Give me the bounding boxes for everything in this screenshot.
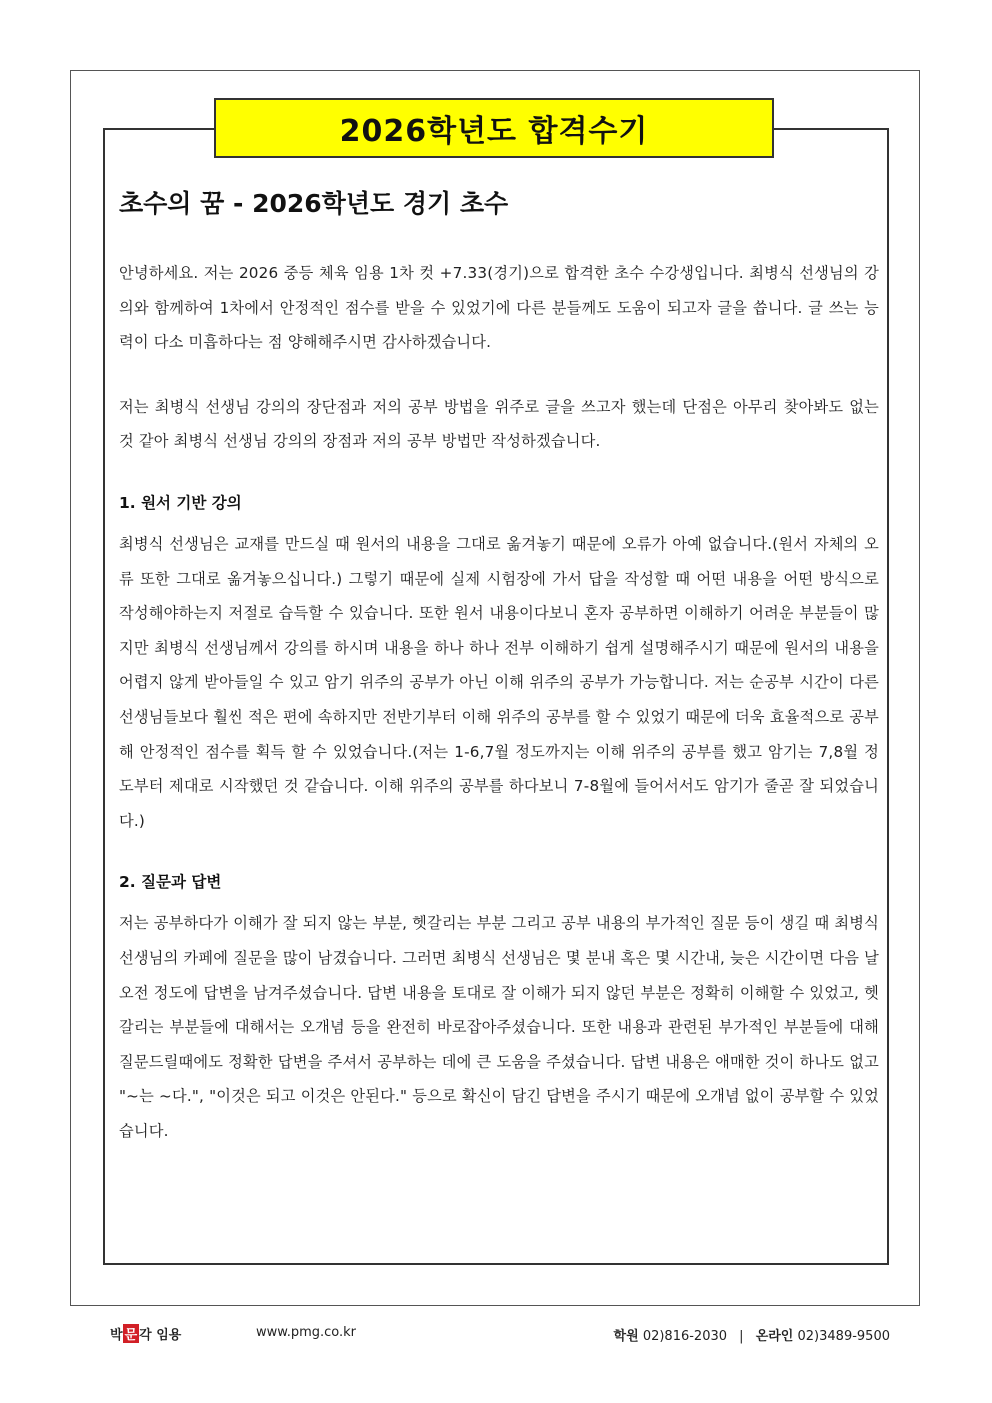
online-label: 온라인: [755, 1329, 794, 1344]
website-url[interactable]: www.pmg.co.kr: [256, 1325, 357, 1340]
publisher-logo: 박 문 각 임용: [110, 1324, 181, 1343]
page-footer: [110, 1322, 890, 1346]
article: [119, 184, 879, 1148]
online-phone: 02)3489-9500: [797, 1329, 890, 1344]
academy-phone: 02)816-2030: [642, 1329, 728, 1344]
section-1-body: 최병식 선생님은 교재를 만드실 때 원서의 내용을 그대로 옮겨놓기 때문에 오류가 아예 없습니다.(원서 자체의 오류 또한 그대로 옮겨놓으십니다.) 그렇기 때문에 실제 시험장에 가서 답을 작성할 때 어떤 내용을 어떤 방식으로 작성해야하는지 저절로 습득할 수 있습니다. 또한 원서 내용이다보니 혼자 공부하면 이해하기 어려운 부분들이 많지만 최병식 선생님께서 강의를 하시며 내용을 하나 하나 전부 이해하기 쉽게 설명해주시기 때문에 원서의 내용을 어렵지 않게 받아들일 수 있고 암기 위주의 공부가 아닌 이해 위주의 공부가 가능합니다. 저는 순공부 시간이 다른 선생님들보다 훨씬 적은 편에 속하지만 전반기부터 이해 위주의 공부를 할 수 있었기 때문에 더욱 효율적으로 공부해 안정적인 점수를 획득 할 수 있었습니다.(저는 1-6,7월 정도까지는 이해 위주의 공부를 했고 암기는 7,8월 정도부터 제대로 시작했던 것 같습니다. 이해 위주의 공부를 하다보니 7-8월에 들어서서도 암기가 줄곧 잘 되었습니다.): [119, 534, 879, 830]
intro-paragraph-2: 저는 최병식 선생님 강의의 장단점과 저의 공부 방법을 위주로 글을 쓰고자 했는데 단점은 아무리 찾아봐도 없는 것 같아 최병식 선생님 강의의 장점과 저의 공부 방법만 작성하겠습니다.: [119, 397, 879, 451]
academy-label: 학원: [613, 1329, 639, 1344]
section-2-body: 저는 공부하다가 이해가 잘 되지 않는 부분, 헷갈리는 부분 그리고 공부 내용의 부가적인 질문 등이 생길 때 최병식 선생님의 카페에 질문을 많이 남겼습니다. 그러면 최병식 선생님은 몇 분내 혹은 몇 시간내, 늦은 시간이면 다음 날 오전 정도에 답변을 남겨주셨습니다. 답변 내용을 토대로 잘 이해가 되지 않던 부분은 정확히 이해할 수 있었고, 헷갈리는 부분들에 대해서는 오개념 등을 완전히 바로잡아주셨습니다. 또한 내용과 관련된 부가적인 부분들에 대해 질문드릴때에도 정확한 답변을 주셔서 공부하는 데에 큰 도움을 주셨습니다. 답변 내용은 애매한 것이 하나도 없고 "~는 ~다.", "이것은 되고 이것은 안된다." 등으로 확신이 담긴 답변을 주시기 때문에 오개념 없이 공부할 수 있었습니다.: [119, 914, 879, 1140]
section-2-heading: 2. 질문과 답변: [119, 873, 222, 892]
intro-paragraph-1: 안녕하세요. 저는 2026 중등 체육 임용 1차 컷 +7.33(경기)으로 합격한 초수 수강생입니다. 최병식 선생님의 강의와 함께하여 1차에서 안정적인 점수를 받을 수 있었기에 다른 분들께도 도움이 되고자 글을 씁니다. 글 쓰는 능력이 다소 미흡하다는 점 양해해주시면 감사하겠습니다.: [119, 264, 879, 352]
contact-info: [614, 1325, 890, 1344]
section-1-heading: 1. 원서 기반 강의: [119, 493, 242, 512]
contact-separator: |: [739, 1329, 744, 1344]
title-banner: [214, 98, 774, 158]
banner-title: 2026학년도 합격수기: [339, 114, 649, 149]
article-subtitle: 초수의 꿈 - 2026학년도 경기 초수: [119, 189, 509, 218]
